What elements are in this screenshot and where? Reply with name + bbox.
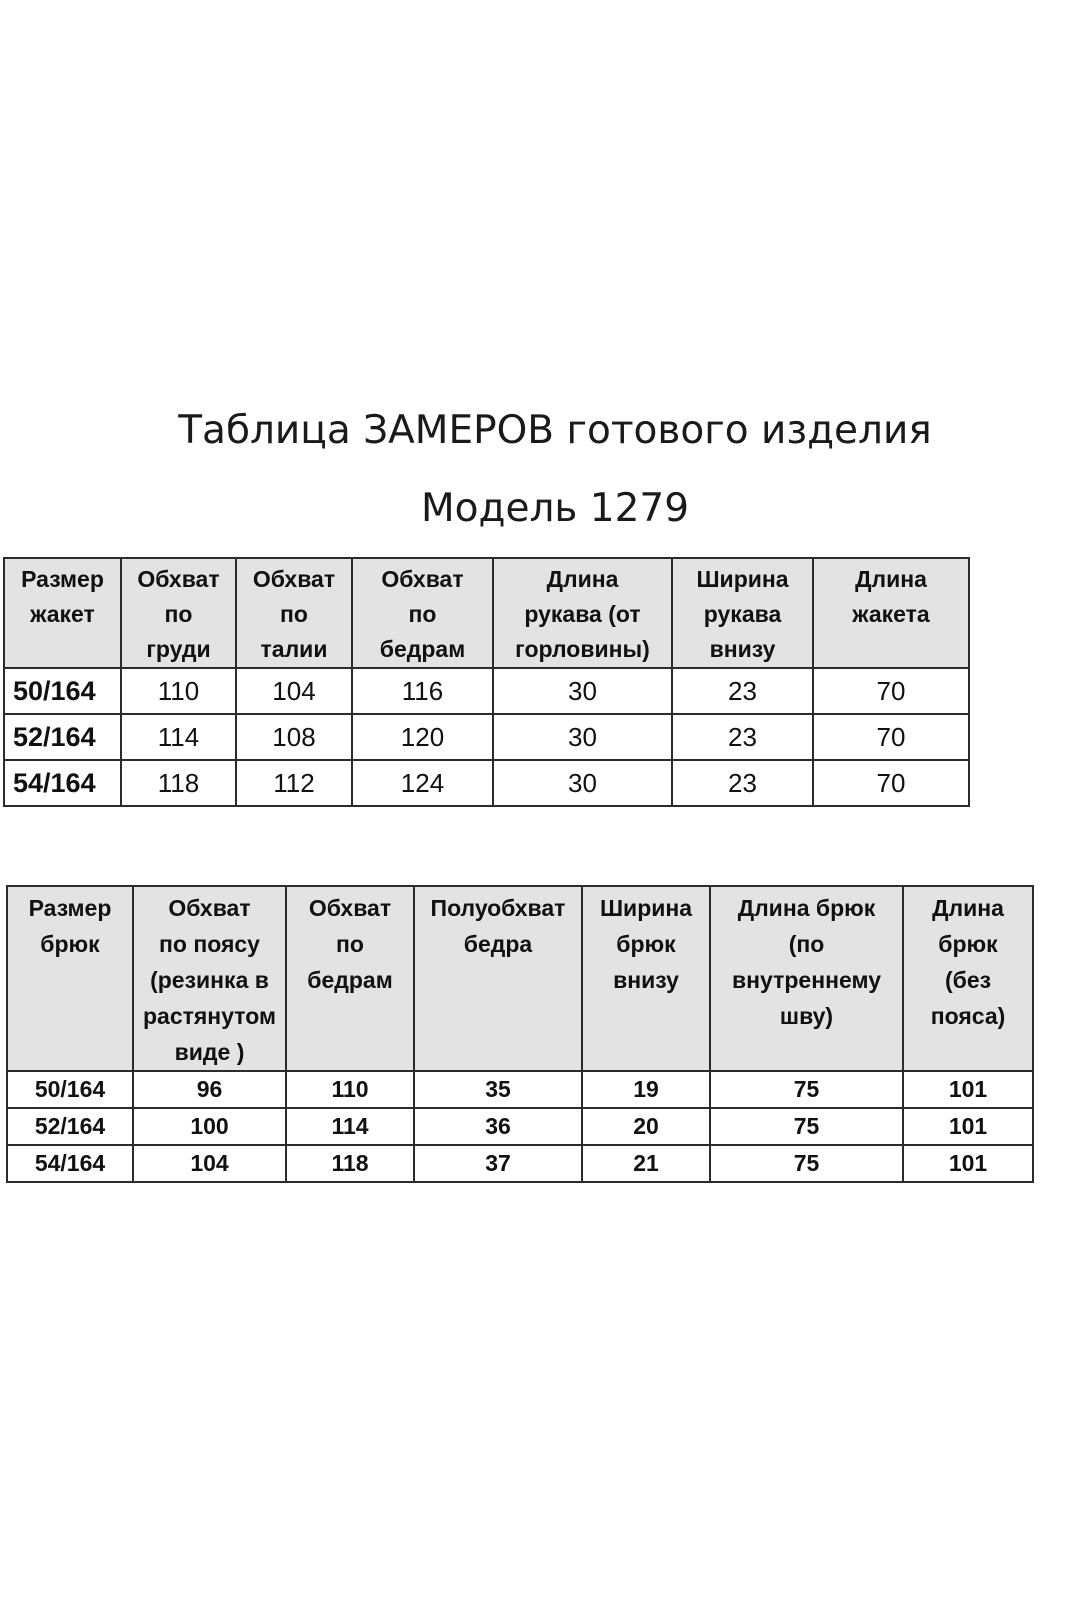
trousers-header-bottom-width: Ширина брюк внизу: [582, 886, 710, 1071]
table-cell: 30: [493, 668, 672, 714]
table-cell: 114: [121, 714, 236, 760]
trousers-header-half-hips: Полуобхват бедра: [414, 886, 582, 1071]
table-cell: 110: [121, 668, 236, 714]
table-cell: 23: [672, 668, 813, 714]
jacket-measurements-table: [3, 557, 970, 807]
jacket-header-jacket-length: Длина жакета: [813, 558, 969, 668]
jacket-header-sleeve-length: Длина рукава (от горловины): [493, 558, 672, 668]
table-row: [4, 714, 969, 760]
table-row: [7, 1108, 1033, 1145]
table-row: [4, 760, 969, 806]
jacket-header-row: [4, 558, 969, 668]
jacket-header-sleeve-width: Ширина рукава внизу: [672, 558, 813, 668]
table-cell: 96: [133, 1071, 286, 1108]
table-cell: 54/164: [4, 760, 121, 806]
jacket-header-chest: Обхват по груди: [121, 558, 236, 668]
table-cell: 70: [813, 668, 969, 714]
table-cell: 104: [133, 1145, 286, 1182]
table-cell: 54/164: [7, 1145, 133, 1182]
table-cell: 30: [493, 760, 672, 806]
model-title: Модель 1279: [420, 486, 690, 531]
trousers-header-waist: Обхват по поясу (резинка в растянутом виде ): [133, 886, 286, 1071]
table-cell: 114: [286, 1108, 414, 1145]
table-cell: 110: [286, 1071, 414, 1108]
table-cell: 35: [414, 1071, 582, 1108]
jacket-header-size: Размер жакет: [4, 558, 121, 668]
table-cell: 30: [493, 714, 672, 760]
table-cell: 104: [236, 668, 352, 714]
table-cell: 118: [121, 760, 236, 806]
table-cell: 36: [414, 1108, 582, 1145]
trousers-measurements-table: [6, 885, 1034, 1183]
trousers-header-hips: Обхват по бедрам: [286, 886, 414, 1071]
table-cell: 37: [414, 1145, 582, 1182]
table-row: [7, 1071, 1033, 1108]
table-cell: 75: [710, 1071, 903, 1108]
jacket-header-waist: Обхват по талии: [236, 558, 352, 668]
table-cell: 120: [352, 714, 493, 760]
table-cell: 101: [903, 1145, 1033, 1182]
table-cell: 52/164: [4, 714, 121, 760]
table-cell: 118: [286, 1145, 414, 1182]
trousers-header-inseam-length: Длина брюк (по внутреннему шву): [710, 886, 903, 1071]
table-cell: 101: [903, 1108, 1033, 1145]
table-cell: 75: [710, 1108, 903, 1145]
table-cell: 101: [903, 1071, 1033, 1108]
table-cell: 100: [133, 1108, 286, 1145]
table-cell: 23: [672, 714, 813, 760]
table-cell: 70: [813, 714, 969, 760]
table-cell: 21: [582, 1145, 710, 1182]
table-cell: 52/164: [7, 1108, 133, 1145]
table-row: [4, 668, 969, 714]
table-cell: 50/164: [7, 1071, 133, 1108]
table-cell: 108: [236, 714, 352, 760]
trousers-header-length-no-belt: Длина брюк (без пояса): [903, 886, 1033, 1071]
trousers-header-row: [7, 886, 1033, 1071]
trousers-header-size: Размер брюк: [7, 886, 133, 1071]
table-cell: 23: [672, 760, 813, 806]
table-cell: 20: [582, 1108, 710, 1145]
table-cell: 75: [710, 1145, 903, 1182]
table-cell: 124: [352, 760, 493, 806]
page-title: Таблица ЗАМЕРОВ готового изделия: [178, 408, 932, 453]
table-row: [7, 1145, 1033, 1182]
table-cell: 19: [582, 1071, 710, 1108]
table-cell: 116: [352, 668, 493, 714]
jacket-header-hips: Обхват по бедрам: [352, 558, 493, 668]
table-cell: 70: [813, 760, 969, 806]
table-cell: 50/164: [4, 668, 121, 714]
table-cell: 112: [236, 760, 352, 806]
